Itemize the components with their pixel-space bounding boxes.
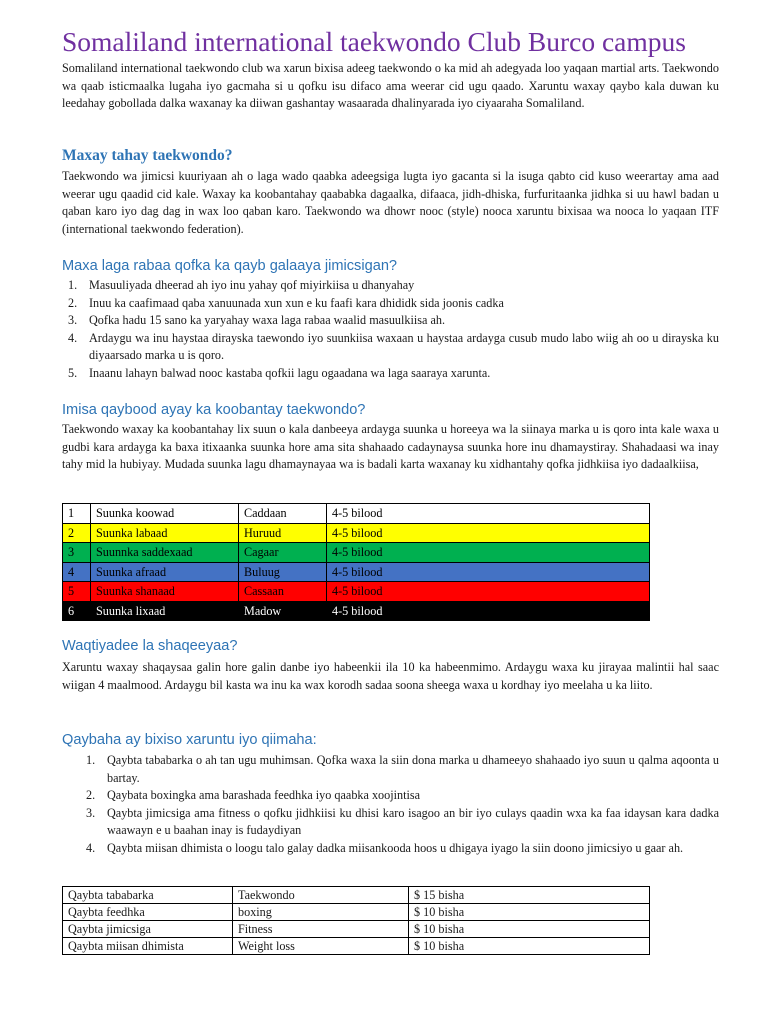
price-cell-type: Fitness	[233, 921, 409, 938]
price-cell-name: Qaybta feedhka	[63, 904, 233, 921]
belt-cell-color: Caddaan	[239, 504, 327, 524]
list-item	[62, 295, 719, 313]
table-row	[63, 523, 650, 543]
list-item-text: Inaanu lahayn balwad nooc kastaba qofkii lagu ogaadana wa laga saaraya xarunta.	[89, 365, 491, 380]
belt-cell-duration: 4-5 bilood	[327, 504, 650, 524]
list-item-text: Qaybta tababarka o ah tan ugu muhimsan. Qofka waxa la siin dona marka u dhameeyo shahaado iyo suun u qalma aqoonta u bartay.	[107, 753, 719, 785]
table-row	[63, 543, 650, 563]
belt-cell-duration: 4-5 bilood	[327, 601, 650, 621]
list-item	[62, 365, 719, 383]
list-item	[62, 312, 719, 330]
belt-cell-belt: Suunka lixaad	[91, 601, 239, 621]
table-row	[63, 601, 650, 621]
schedule-paragraph: Xaruntu waxay shaqaysaa galin hore galin danbe iyo habeenkii ila 10 ka habeenmimo. Ardaygu waxa ku jirayaa malintii hal saac wiigan 4 maalmood. Ardaygu bil kasta wa inu ka wax korodh sadaa soona sheega waxa u kordhay iyo meelaha u ka liito.	[62, 660, 719, 692]
heading-schedule: Waqtiyadee la shaqeeyaa?	[62, 638, 238, 654]
list-number: 5.	[68, 365, 78, 380]
list-item	[62, 840, 719, 858]
list-number: 4.	[86, 840, 96, 855]
price-table	[62, 886, 650, 955]
belt-cell-color: Cagaar	[239, 543, 327, 563]
belt-cell-color: Cassaan	[239, 582, 327, 602]
list-item	[62, 752, 719, 787]
table-row	[63, 562, 650, 582]
requirements-list	[62, 277, 719, 383]
list-item-text: Masuuliyada dheerad ah iyo inu yahay qof miyirkiisa u dhanyahay	[89, 278, 415, 292]
list-item-text: Ardaygu wa inu haystaa dirayska taewondo iyo suunkiisa waxaan u haystaa ardayga cusub mudo labo wiig ah oo u dirayska ku diyaarsado marka u is qoro.	[89, 330, 719, 363]
table-row	[63, 938, 650, 955]
list-item-text: Qofka hadu 15 sano ka yaryahay waxa laga rabaa waalid masuulkiisa ah.	[89, 313, 446, 328]
belt-cell-color: Madow	[239, 601, 327, 621]
table-row	[63, 887, 650, 904]
intro-paragraph: Somaliland international taekwondo club wa xarun bixisa adeeg taekwondo o ka mid ah adegyada loo yaqaan martial arts. Taekwondo wa qaab isticmaalka lugaha iyo gacmaha si u qofku isu difaco ama weerar cid ugu qaado. Xaruntu waxay qaybo kala duwan ku leedahay gobollada dalka waxanay ka diiwan gashantay wasaarada dhalinyarada iyo ciyaaraha Somaliland.	[62, 61, 719, 111]
list-number: 1.	[86, 753, 96, 767]
belt-cell-num: 2	[63, 523, 91, 543]
list-item	[62, 330, 719, 365]
belt-cell-num: 6	[63, 601, 91, 621]
belt-cell-belt: Suunka koowad	[91, 504, 239, 524]
heading-services: Qaybaha ay bixiso xaruntu iyo qiimaha:	[62, 732, 317, 748]
list-item-text: Qaybta jimicsiga ama fitness o qofku jidhkiisi ku dhisi karo isagoo an bir iyo culays qaadin wxa ka faa idaysan kara dadka waawayn e u baahan inay is fudaydiyan	[107, 805, 719, 838]
table-row	[63, 582, 650, 602]
belt-cell-duration: 4-5 bilood	[327, 582, 650, 602]
belt-cell-belt: Suunnka saddexaad	[91, 543, 239, 563]
belt-cell-belt: Suunka afraad	[91, 562, 239, 582]
belt-cell-num: 1	[63, 504, 91, 524]
belt-cell-num: 3	[63, 543, 91, 563]
list-item-text: Inuu ka caafimaad qaba xanuunada xun xun e ku faafi kara dhididk sida joonis cadka	[89, 295, 504, 310]
price-cell-type: Taekwondo	[233, 887, 409, 904]
list-item	[62, 787, 719, 805]
list-number: 3.	[68, 313, 78, 328]
price-cell-type: Weight loss	[233, 938, 409, 955]
list-item	[62, 277, 719, 295]
price-cell-name: Qaybta miisan dhimista	[63, 938, 233, 955]
list-number: 3.	[86, 805, 96, 820]
what-is-paragraph: Taekwondo wa jimicsi kuuriyaan ah o laga wado qaabka adeegsiga lugta iyo gacanta si la isuga qabto cid kuso weerartay ama aad weerar ugu qaadid cid kale. Waxay ka koobantahay qaababka dagaalka, difaaca, jidh-dhiska, furfuritaanka jidhka si uu hawl badan u qaban karo iyo dag dag in wax loo qaban karo. Taekwondo wa dhowr nooc (style) nooca xaruntu bixisaa wa nooca lo yaqaan ITF (international taekwondo federation).	[62, 169, 719, 236]
list-item	[62, 805, 719, 840]
list-number: 4.	[68, 330, 78, 345]
price-cell-name: Qaybta jimicsiga	[63, 921, 233, 938]
belt-cell-color: Huruud	[239, 523, 327, 543]
levels-paragraph: Taekwondo waxay ka koobantahay lix suun o kala danbeeya ardayga suunka u horeeya wa la siinaya marka u is qoro inta kale waxa u gudbi kara ardayga ka baxa itixaanka suunka hore ama sita shahaado cadaynaysa suunka hore inu dhamaystiray. Shahadaasi wa inay tahy mid la hubiyay. Mudada suunka lagu dhamaynayaa wa is badali karta waxanay ku xidhantahy qofka jidhkiisa iyo dadaalkiisa,	[62, 422, 719, 472]
belt-cell-duration: 4-5 bilood	[327, 523, 650, 543]
belt-cell-duration: 4-5 bilood	[327, 562, 650, 582]
heading-what-is-taekwondo: Maxay tahay taekwondo?	[62, 147, 233, 164]
belt-cell-duration: 4-5 bilood	[327, 543, 650, 563]
belt-cell-num: 5	[63, 582, 91, 602]
price-cell-price: $ 10 bisha	[409, 921, 650, 938]
price-cell-price: $ 10 bisha	[409, 938, 650, 955]
list-item-text: Qaybta miisan dhimista o loogu talo galay dadka miisankooda hoos u dhigaya iyago la siin doono jimicsiyo u gaar ah.	[107, 840, 684, 855]
table-row	[63, 904, 650, 921]
list-number: 1.	[68, 278, 78, 292]
heading-requirements: Maxa laga rabaa qofka ka qayb galaaya jimicsigan?	[62, 258, 398, 274]
services-list	[62, 752, 719, 858]
price-cell-price: $ 15 bisha	[409, 887, 650, 904]
price-cell-name: Qaybta tababarka	[63, 887, 233, 904]
list-item-text: Qaybata boxingka ama barashada feedhka iyo qaabka xoojintisa	[107, 788, 421, 803]
belt-cell-belt: Suunka labaad	[91, 523, 239, 543]
belt-cell-num: 4	[63, 562, 91, 582]
belt-cell-color: Buluug	[239, 562, 327, 582]
heading-levels: Imisa qaybood ayay ka koobantay taekwondo?	[62, 402, 366, 418]
list-number: 2.	[68, 295, 78, 310]
belts-table	[62, 503, 650, 621]
price-cell-type: boxing	[233, 904, 409, 921]
table-row	[63, 921, 650, 938]
price-cell-price: $ 10 bisha	[409, 904, 650, 921]
table-row	[63, 504, 650, 524]
list-number: 2.	[86, 788, 96, 803]
page-title: Somaliland international taekwondo Club Burco campus	[62, 26, 686, 57]
belt-cell-belt: Suunka shanaad	[91, 582, 239, 602]
